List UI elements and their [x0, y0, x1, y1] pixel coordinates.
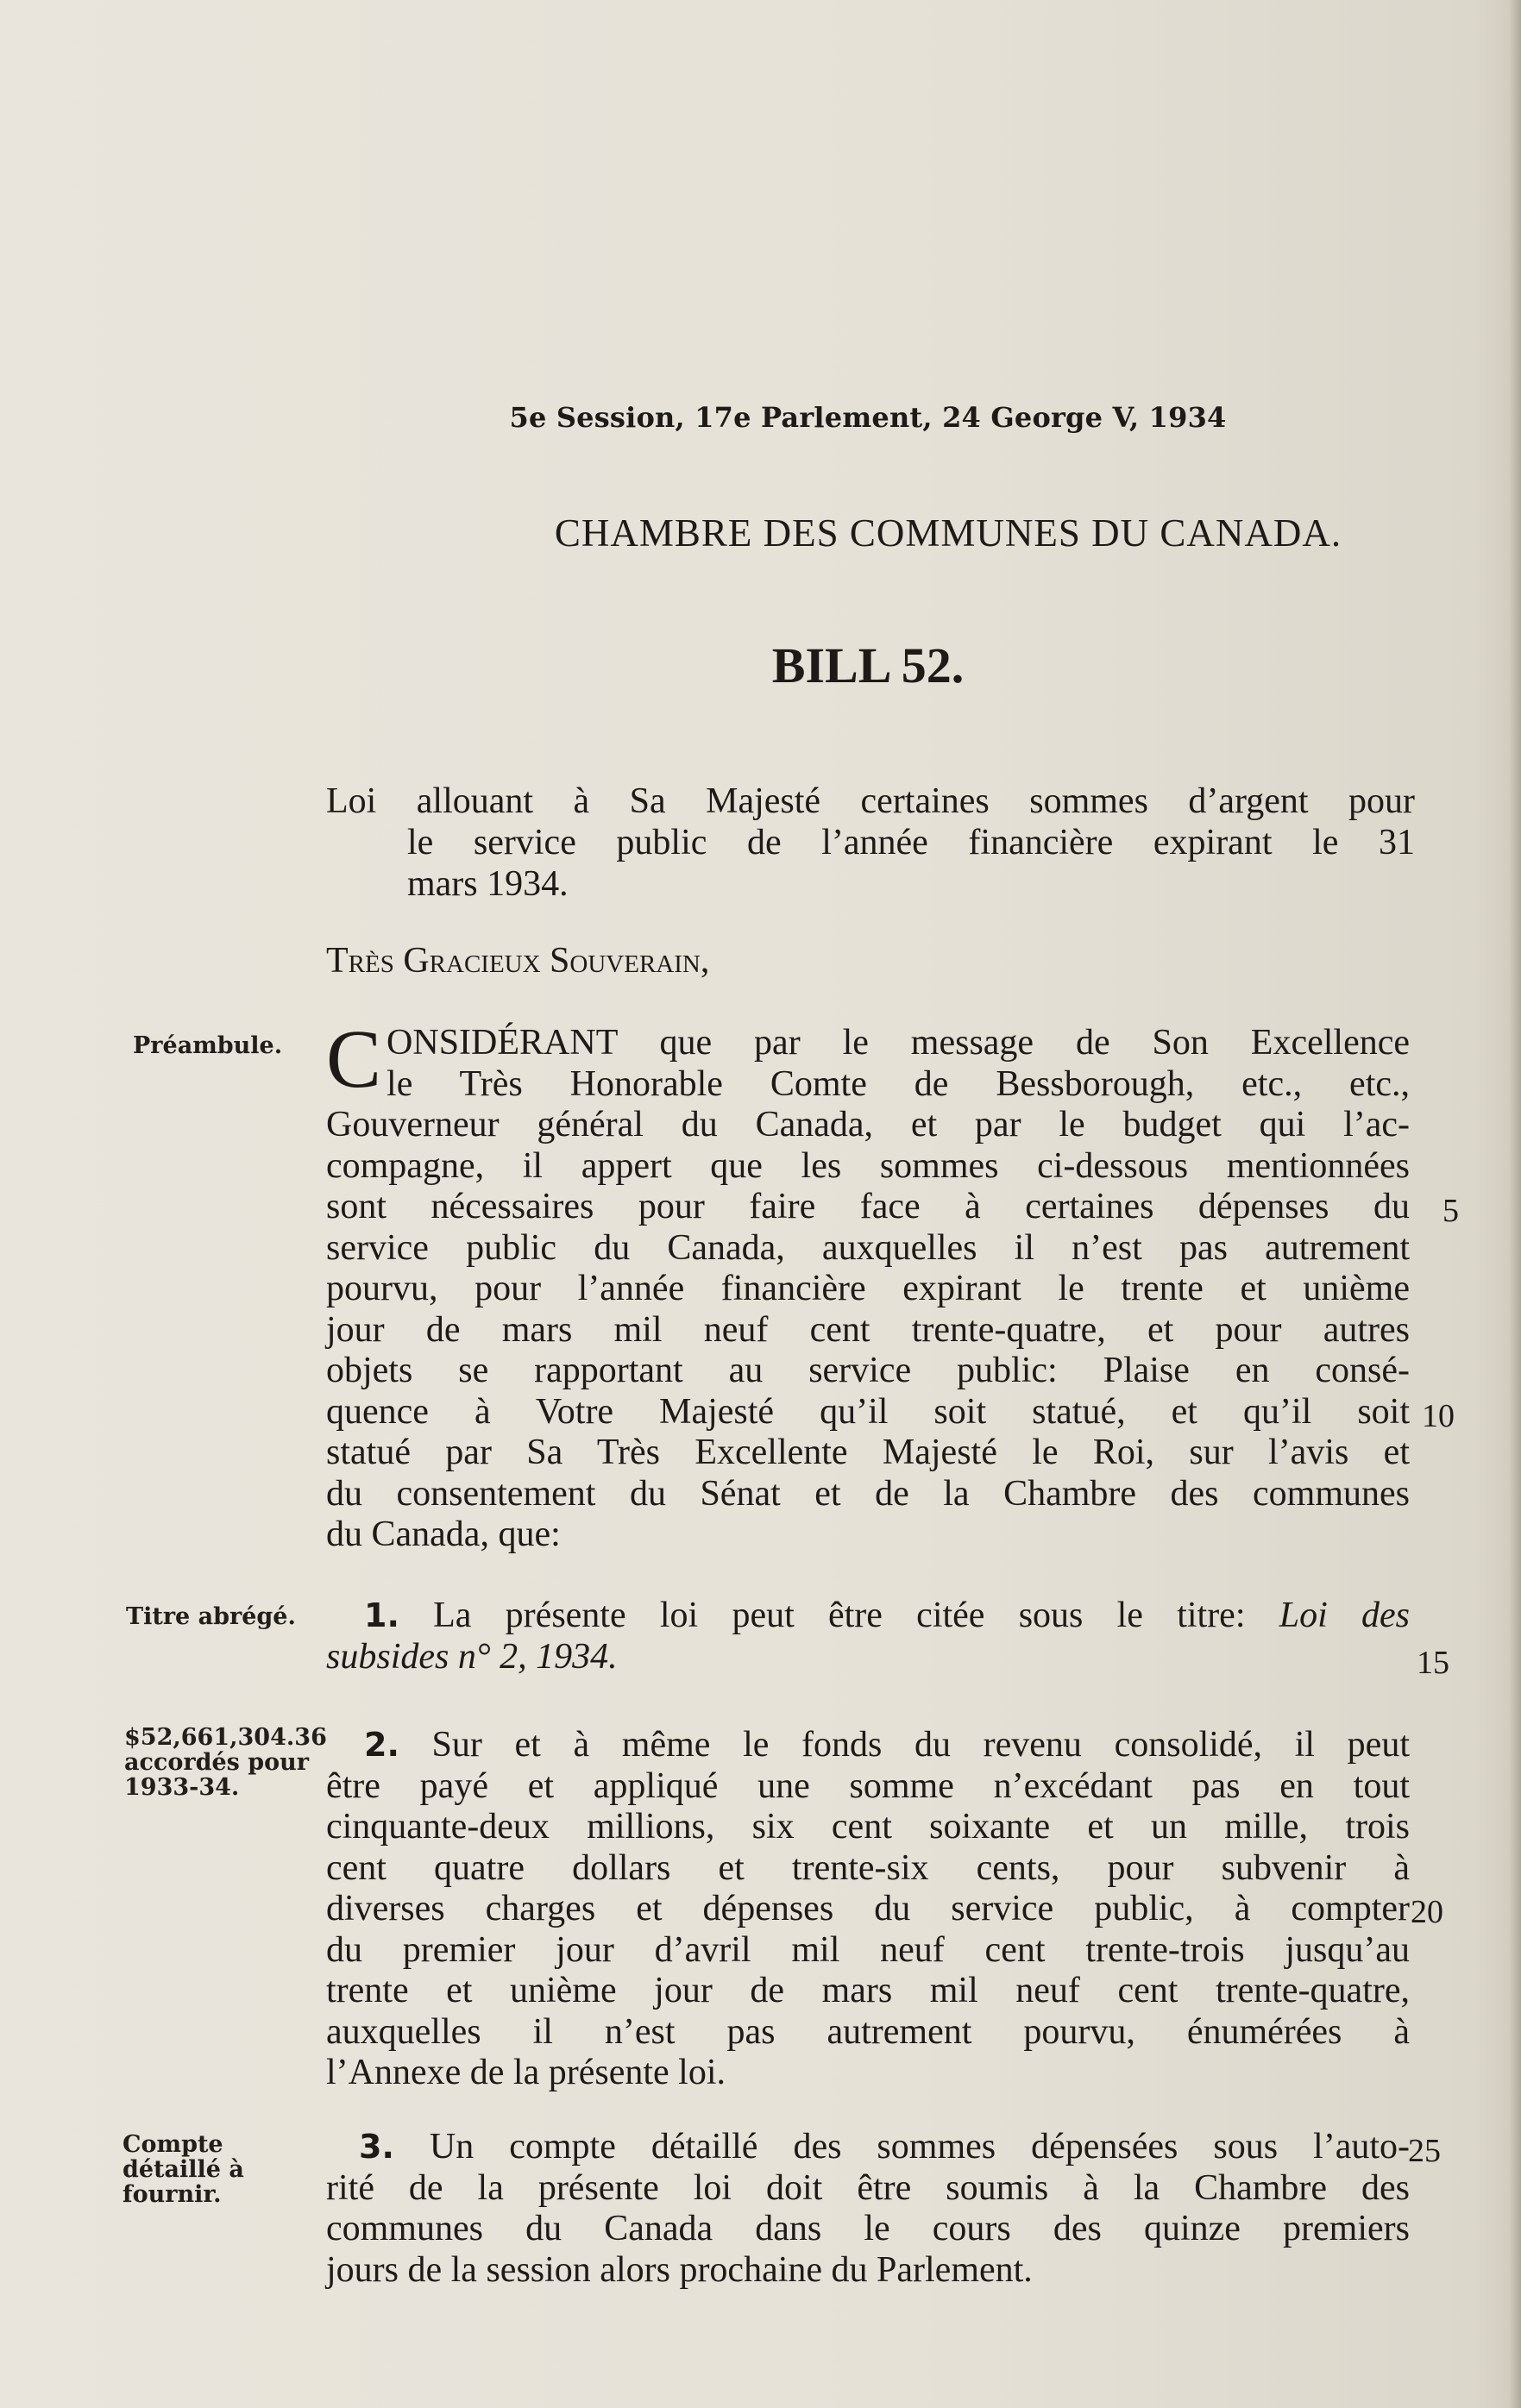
line-number: 25: [1408, 2133, 1441, 2169]
margin-note-short-title: Titre abrégé.: [126, 1603, 296, 1630]
section-3: [326, 2127, 1410, 2291]
margin-note-preamble: Préambule.: [133, 1032, 283, 1059]
line-number: 20: [1411, 1894, 1443, 1930]
section-number: 3.: [359, 2128, 394, 2166]
section-number: 2.: [364, 1726, 399, 1764]
bill-title-line: mars 1934.: [407, 864, 569, 904]
section-3-line: jours de la session alors prochaine du Parlement.: [326, 2249, 1033, 2290]
bill-title-line: Loi allouant à Sa Majesté certaines sommes d’argent pour: [326, 781, 1415, 821]
salutation: Très Gracieux Souverain,: [326, 941, 710, 981]
dropcap: C: [326, 1013, 382, 1105]
section-3-line: 3. Un compte détaillé des sommes dépensées sous l’auto-: [359, 2127, 1410, 2167]
section-1: [326, 1596, 1410, 1677]
preamble-line: ONSIDÉRANT que par le message de Son Excellence: [387, 1023, 1410, 1063]
section-1-line: 1. La présente loi peut être citée sous le titre: Loi des: [364, 1596, 1411, 1635]
section-2-line: être payé et appliqué une somme n’excédant pas en tout: [326, 1765, 1410, 1806]
section-3-line: rité de la présente loi doit être soumis à la Chambre des: [326, 2167, 1410, 2208]
section-2-line: l’Annexe de la présente loi.: [326, 2053, 726, 2092]
section-2-line: du premier jour d’avril mil neuf cent trente-trois jusqu’au: [326, 1929, 1410, 1970]
section-2: [326, 1725, 1410, 2094]
preamble-line: service public du Canada, auxquelles il n’est pas autrement: [326, 1227, 1410, 1268]
section-number: 1.: [364, 1596, 399, 1634]
preamble-line: pourvu, pour l’année financière expirant le trente et unième: [326, 1269, 1410, 1308]
preamble-line: le Très Honorable Comte de Bessborough, etc., etc.,: [387, 1063, 1410, 1104]
preamble-line: statué par Sa Très Excellente Majesté le Roi, sur l’avis et: [326, 1433, 1410, 1472]
preamble-line: jour de mars mil neuf cent trente-quatre, et pour autres: [326, 1309, 1410, 1350]
preamble-line: du Canada, que:: [326, 1514, 561, 1554]
bill-title-line: le service public de l’année financière expirant le 31: [407, 823, 1415, 862]
bill-number: BILL 52.: [771, 637, 965, 693]
margin-note-account: Compte détaillé à fournir.: [123, 2131, 244, 2208]
preamble-line: objets se rapportant au service public: Plaise en consé-: [326, 1351, 1410, 1390]
section-2-line: 2. Sur et à même le fonds du revenu consolidé, il peut: [364, 1725, 1410, 1765]
chamber-title: CHAMBRE DES COMMUNES DU CANADA.: [554, 511, 1342, 555]
session-header: 5e Session, 17e Parlement, 24 George V, 1934: [509, 401, 1227, 434]
line-number: 15: [1417, 1645, 1449, 1681]
margin-note-amount: $52,661,304.36 accordés pour 1933-34.: [124, 1724, 327, 1801]
preamble-line: quence à Votre Majesté qu’il soit statué, et qu’il soit: [326, 1391, 1410, 1432]
preamble-line: compagne, il appert que les sommes ci-dessous mentionnées: [326, 1145, 1410, 1186]
section-2-line: diverses charges et dépenses du service public, à compter: [326, 1889, 1410, 1928]
bill-title: [326, 781, 1415, 905]
preamble-line: Gouverneur général du Canada, et par le budget qui l’ac-: [326, 1105, 1410, 1144]
section-2-line: trente et unième jour de mars mil neuf cent trente-quatre,: [326, 1971, 1410, 2010]
section-1-line: subsides n° 2, 1934.: [326, 1636, 618, 1677]
section-2-line: cinquante-deux millions, six cent soixante et un mille, trois: [326, 1807, 1410, 1847]
preamble-line: du consentement du Sénat et de la Chambre des communes: [326, 1473, 1410, 1514]
section-3-line: communes du Canada dans le cours des quinze premiers: [326, 2209, 1410, 2248]
preamble-line: sont nécessaires pour faire face à certaines dépenses du: [326, 1187, 1410, 1226]
section-2-line: auxquelles il n’est pas autrement pourvu, énumérées à: [326, 2011, 1410, 2052]
preamble-paragraph: [326, 1013, 1410, 1556]
line-number: 10: [1422, 1398, 1455, 1434]
page-edge-shadow: [1509, 0, 1521, 2408]
line-number: 5: [1442, 1193, 1459, 1229]
section-2-line: cent quatre dollars et trente-six cents, pour subvenir à: [326, 1847, 1410, 1888]
